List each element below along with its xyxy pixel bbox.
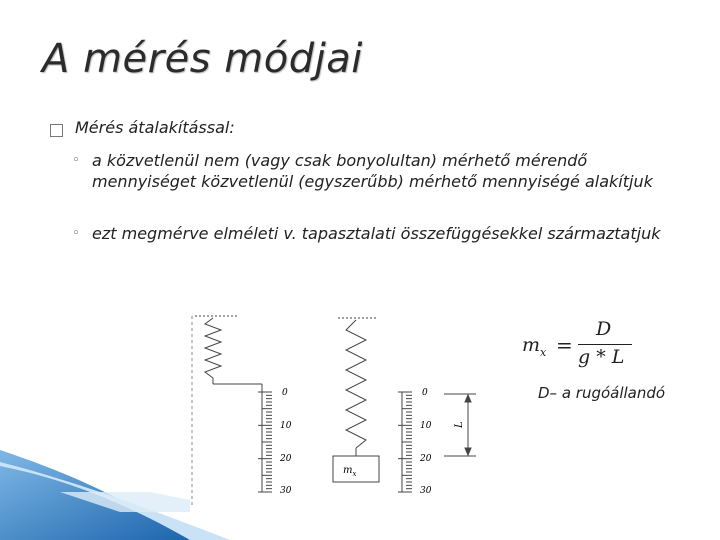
formula: [522, 320, 642, 376]
scale-right-label-10: 10: [420, 421, 432, 431]
formula-lhs: $m_x$: [522, 334, 547, 359]
fraction-bar: [578, 344, 632, 345]
length-label: L: [454, 421, 465, 428]
mass-label: $m_x$: [343, 465, 357, 478]
scale-right-label-20: 20: [420, 454, 432, 464]
spring-constant-note: D– a rugóállandó: [538, 384, 666, 402]
spring-compressed: [192, 316, 262, 505]
sub-bullet-2-text: ezt megmérve elméleti v. tapasztalati összefüggésekkel származtatjuk: [92, 224, 661, 243]
scale-right-label-0: 0: [422, 388, 428, 398]
scale-left-label-30: 30: [280, 486, 292, 496]
scale-left-label-10: 10: [280, 421, 292, 431]
square-bullet-icon: [50, 124, 63, 137]
mass-block: [333, 456, 379, 482]
slide-title: A mérés módjai: [42, 36, 363, 82]
scale-left-label-0: 0: [282, 388, 288, 398]
spring-with-mass: [338, 318, 376, 456]
formula-equals: =: [556, 333, 573, 357]
sub-bullet-1: [72, 150, 692, 192]
scale-left-label-20: 20: [280, 454, 292, 464]
main-bullet-text: Mérés átalakítással:: [75, 118, 235, 137]
formula-denominator: g * L: [578, 346, 625, 368]
sub-bullet-2: [72, 223, 692, 244]
sub-bullet-1-text: a közvetlenül nem (vagy csak bonyolultan) mérhető mérendő mennyiséget közvetlenül (egyszerűbb) mérhető mennyiségé alakítjuk: [92, 151, 653, 191]
circle-bullet-icon: ◦: [72, 226, 80, 241]
scale-left-ticks: [258, 392, 272, 492]
blue-swoosh-decoration: [0, 450, 230, 540]
scale-right-ticks: [398, 392, 412, 492]
scale-right-label-30: 30: [420, 486, 432, 496]
circle-bullet-icon: ◦: [72, 153, 80, 168]
formula-numerator: D: [596, 318, 612, 340]
